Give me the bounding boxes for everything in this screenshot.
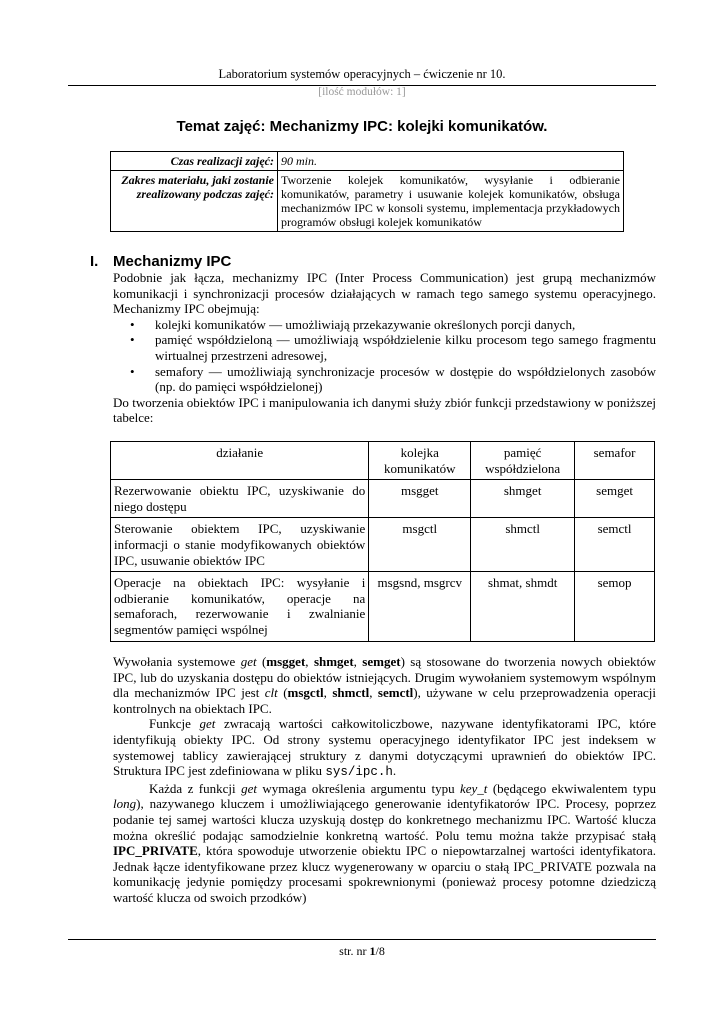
page-title: Temat zajęć: Mechanizmy IPC: kolejki komunikatów. [176,118,548,135]
time-value: 90 min. [278,152,624,171]
table-row [111,480,655,518]
table-cell: shmget [471,480,575,518]
section-number: I. [90,253,99,270]
list-item: • pamięć współdzieloną — umożliwiają współdzielenie kilku procesom tego samego fragmentu wirtualnej przestrzeni adresowej, [113,332,656,363]
table-cell: msgget [369,480,471,518]
table-header: pamięć współdzielona [471,442,575,480]
table-cell: Rezerwowanie obiektu IPC, uzyskiwanie do niego dostępu [111,480,369,518]
page-number: str. nr 1/8 [339,944,385,958]
table-row [111,572,655,641]
table-cell: msgctl [369,518,471,572]
section-heading [90,253,231,270]
table-header: semafor [575,442,655,480]
time-label: Czas realizacji zajęć: [111,152,278,171]
section-title: Mechanizmy IPC [113,253,232,270]
table-header: działanie [111,442,369,480]
section-body [113,270,656,426]
list-item: • semafory — umożliwiają synchronizacje procesów w dostępie do współdzielonych zasobów (np. do pamięci współdzielonej) [113,364,656,395]
table-cell: shmctl [471,518,575,572]
ipc-functions-table [110,441,655,642]
table-header-row [111,442,655,480]
intro-paragraph: Podobnie jak łącza, mechanizmy IPC (Inter Process Communication) jest grupą mechanizmów komunikacji i synchronizacji procesów działających w ramach tego samego systemu operacyjnego. Mechanizmy IPC obejmują: [113,270,656,317]
table-cell: shmat, shmdt [471,572,575,641]
paragraph-keys: Każda z funkcji get wymaga określenia argumentu typu key_t (będącego ekwiwalentem typu long), nazywanego kluczem i umożliwiającego generowanie identyfikatorów IPC. Procesy, poprzez podanie tej samej wartości klucza uzyskują dostęp do konkretnego mechanizmu IPC. Wartość klucza można określić podając samodzielnie konkretną wartość. Polu temu można także przypisać stałą IPC_PRIVATE, która spowoduje utworzenie obiektu IPC o niepowtarzalnej wartości identyfikatora. Jednak łącze identyfikowane przez klucz wygenerowany w oparciu o stałą IPC_PRIVATE pozwala na komunikację jedynie pomiędzy procesami spokrewnionymi (ponieważ procesy potomne dziedziczą wartość klucza od swoich przodków) [113,780,657,905]
scope-label: Zakres materiału, jaki zostanie zrealizowany podczas zajęć: [111,171,278,232]
table-cell: Operacje na obiektach IPC: wysyłanie i odbieranie komunikatów, operacje na semaforach, rezerwowanie i zwalnianie segmentów pamięci wspólnej [111,572,369,641]
paragraph-syscalls: Wywołania systemowe get (msgget, shmget, semget) są stosowane do tworzenia nowych obiektów IPC, lub do uzyskania dostępu do obiektów istniejących. Drugim wywołaniem systemowym wspólnym dla mechanizmów IPC jest clt (msgctl, shmctl, semctl), używane w celu przeprowadzenia operacji kontrolnych na obiektach IPC. [113,654,656,716]
list-item: • kolejki komunikatów — umożliwiają przekazywanie określonych porcji danych, [113,317,656,333]
header-title: Laboratorium systemów operacyjnych – ćwiczenie nr 10. [218,67,506,81]
table-header: kolejka komunikatów [369,442,471,480]
table-cell: Sterowanie obiektem IPC, uzyskiwanie informacji o stanie modyfikowanych obiektów IPC, usuwanie obiektów IPC [111,518,369,572]
table-cell: semop [575,572,655,641]
table-intro: Do tworzenia obiektów IPC i manipulowania ich danymi służy zbiór funkcji przedstawiony w poniższej tabelce: [113,394,656,426]
scope-value: Tworzenie kolejek komunikatów, wysyłanie i odbieranie komunikatów, parametry i usuwanie kolejek komunikatów, obsługa mechanizmów IPC w konsoli systemu, implementacja przykładowych programów obsługi kolejek komunikatów [278,171,624,232]
modules-count: [ilość modułów: 1] [318,86,406,98]
table-row [111,518,655,572]
table-cell: msgsnd, msgrcv [369,572,471,641]
meta-table [110,151,624,232]
footer-divider [68,939,656,940]
explanation-body [113,654,656,906]
table-cell: semget [575,480,655,518]
ipc-list [113,317,656,395]
table-cell: semctl [575,518,655,572]
paragraph-identifiers: Funkcje get zwracają wartości całkowitoliczbowe, nazywane identyfikatorami IPC, które identyfikują obiekty IPC. Od strony systemu operacyjnego identyfikator IPC jest indeksem w systemowej tablicy zawierającej struktury z danymi dotyczącymi uprawnień do obiektów IPC. Struktura IPC jest zdefiniowana w pliku sys/ipc.h. [113,716,656,780]
